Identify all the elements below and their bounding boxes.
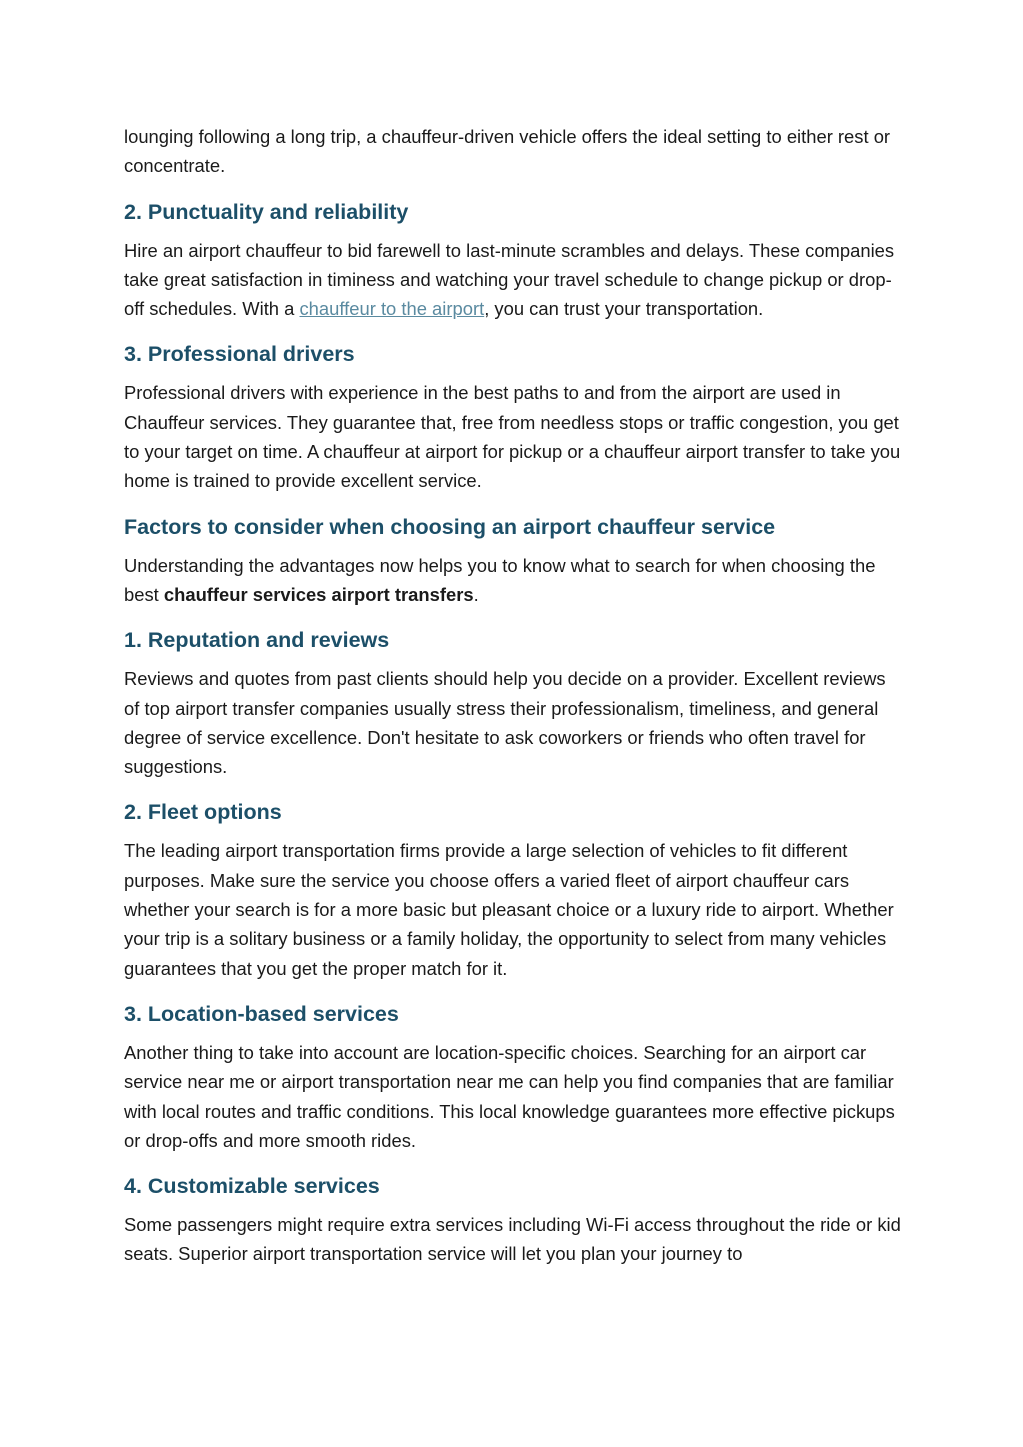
factors-text-start: Understanding the advantages now helps you to know what to search for when choosing the best	[124, 554, 876, 605]
punctuality-paragraph	[124, 236, 902, 324]
heading-factors: Factors to consider when choosing an airport chauffeur service	[124, 514, 776, 539]
factors-text-end: .	[473, 583, 479, 605]
intro-paragraph: lounging following a long trip, a chauffeur-driven vehicle offers the ideal setting to either rest or concentrate.	[124, 126, 891, 177]
fleet-paragraph: The leading airport transportation firms provide a large selection of vehicles to fit different purposes. Make sure the service you choose offers a varied fleet of airport chauffeur cars whether your search is for a more basic but pleasant choice or a luxury ride to airport. Whether your trip is a solitary business or a family holiday, the opportunity to select from many vehicles guarantees that you get the proper match for it.	[124, 840, 894, 979]
factors-bold-phrase: chauffeur services airport transfers	[163, 583, 474, 605]
drivers-paragraph: Professional drivers with experience in the best paths to and from the airport are used in Chauffeur services. They guarantee that, free from needless stops or traffic congestion, you get to your target on time. A chauffeur at airport for pickup or a chauffeur airport transfer to take you home is trained to provide excellent service.	[124, 382, 901, 492]
heading-fleet: 2. Fleet options	[124, 800, 282, 825]
punctuality-text-start: Hire an airport chauffeur to bid farewell to last-minute scrambles and delays. These companies take great satisfaction in timiness and watching your travel schedule to change pickup or drop-off schedules. With a	[124, 239, 895, 320]
heading-location: 3. Location-based services	[124, 1001, 399, 1026]
location-paragraph: Another thing to take into account are location-specific choices. Searching for an airport car service near me or airport transportation near me can help you find companies that are familiar with local routes and traffic conditions. This local knowledge guarantees more effective pickups or drop-offs and more smooth rides.	[124, 1041, 895, 1151]
heading-reputation: 1. Reputation and reviews	[124, 628, 390, 653]
document-page	[124, 122, 902, 1269]
heading-punctuality: 2. Punctuality and reliability	[124, 199, 409, 224]
chauffeur-airport-link[interactable]: chauffeur to the airport	[299, 298, 485, 320]
heading-drivers: 3. Professional drivers	[124, 342, 355, 367]
heading-custom: 4. Customizable services	[124, 1174, 380, 1199]
factors-paragraph	[124, 551, 902, 610]
reputation-paragraph: Reviews and quotes from past clients should help you decide on a provider. Excellent reviews of top airport transfer companies usually stress their professionalism, timeliness, and general degree of service excellence. Don't hesitate to ask coworkers or friends who often travel for suggestions.	[124, 668, 886, 778]
custom-paragraph: Some passengers might require extra services including Wi-Fi access throughout the ride or kid seats. Superior airport transportation service will let you plan your journey to	[124, 1214, 901, 1265]
punctuality-text-end: , you can trust your transportation.	[484, 298, 764, 320]
